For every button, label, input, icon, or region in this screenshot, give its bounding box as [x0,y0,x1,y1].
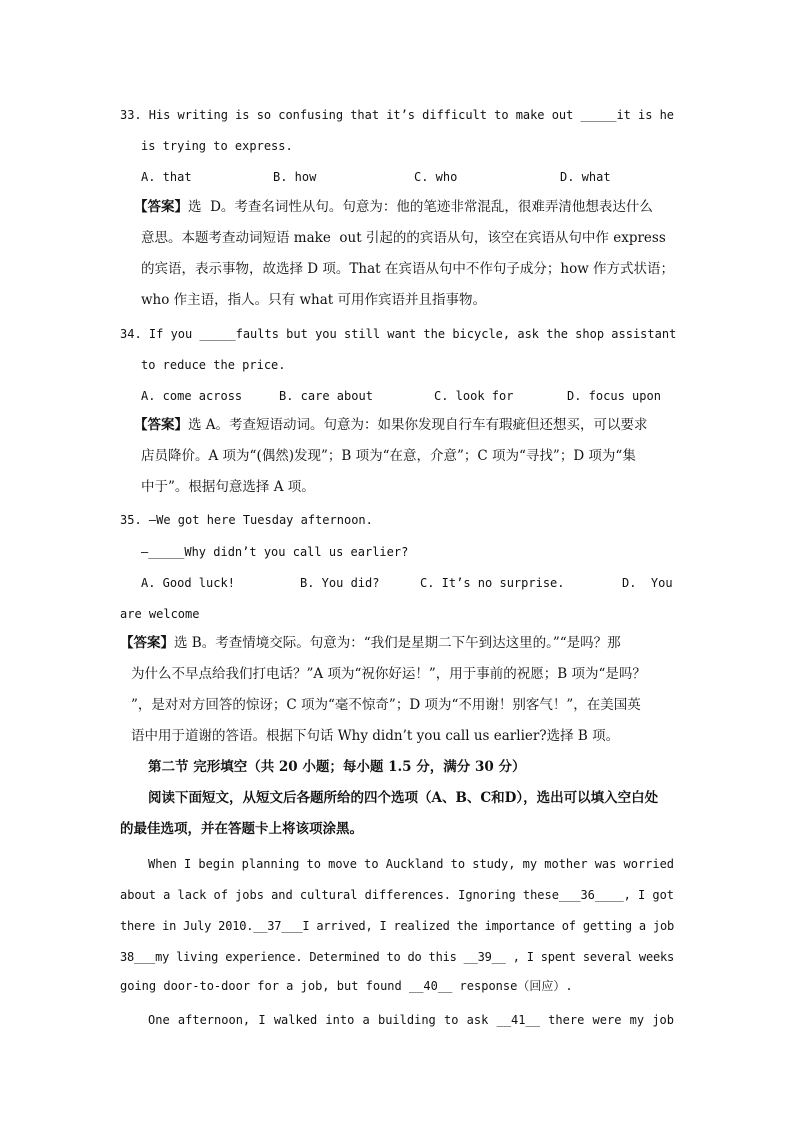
answer-label: 【答案】 [134,199,188,215]
q35-stem-line2: —_____Why didn’t you call us earlier? [141,545,409,559]
q35-option-c: C. It’s no surprise. [420,576,565,590]
q34-option-d: D. focus upon [567,389,661,403]
q34-option-a: A. come across [141,389,243,403]
passage-p2-line1: One afternoon, I walked into a building to ask __41__ there were my job [148,1013,674,1027]
q34-stem-line2: to reduce the price. [141,358,286,372]
q33-option-c: C. who [414,170,458,184]
q33-answer-line3: 的宾语，表示事物，故选择 D 项。That 在宾语从句中不作句子成分；how 作方式状语； [141,261,675,277]
q35-option-b: B. You did? [300,576,380,590]
answer-label: 【答案】 [134,417,188,433]
q33-option-b: B. how [273,170,317,184]
q33-answer-line4: who 作主语，指人。只有 what 可用作宾语并且指事物。 [141,292,486,308]
q35-option-d: D. You [622,576,673,590]
q34-option-c: C. look for [434,389,514,403]
q34-answer-line3: 中于”。根据句意选择 A 项。 [141,479,315,495]
q35-stem-line1: 35. —We got here Tuesday afternoon. [120,513,373,527]
section-instructions-line1: 阅读下面短文，从短文后各题所给的四个选项（A、B、C和D），选出可以填入空白处 [148,790,659,806]
q33-option-d: D. what [560,170,611,184]
q35-answer-line3: ”，是对对方回答的惊讶；C 项为“毫不惊奇”；D 项为“不用谢！别客气！”，在美国英 [131,697,641,713]
section-instructions-line2: 的最佳选项，并在答题卡上将该项涂黑。 [120,821,363,837]
q35-option-a: A. Good luck! [141,576,235,590]
passage-p1-line3: there in July 2010.__37___I arrived, I realized the importance of getting a job [120,919,674,933]
passage-p1-line2: about a lack of jobs and cultural differences. Ignoring these___36____, I got [120,888,674,902]
passage-p1-line4: 38___my living experience. Determined to do this __39__ , I spent several weeks [120,950,674,964]
q33-option-a: A. that [141,170,192,184]
q35-answer-line4: 语中用于道谢的答语。根据下句话 Why didn’t you call us earlier?选择 B 项。 [131,728,620,744]
q34-answer-line2: 店员降价。A 项为“(偶然)发现”；B 项为“在意，介意”；C 项为“寻找”；D 项为“集 [141,448,636,464]
q34-option-b: B. care about [279,389,373,403]
passage-p1-line5: going door-to-door for a job, but found __40__ response（回应）. [120,979,573,993]
q33-stem-line2: is trying to express. [141,139,293,153]
q33-stem-line1: 33. His writing is so confusing that it’s difficult to make out _____it is he [120,108,674,122]
q35-option-d-continued: are welcome [120,607,200,621]
answer-label: 【答案】 [120,635,174,651]
q35-answer-line1: 【答案】选 B。考查情境交际。句意为：“我们是星期二下午到达这里的。”“是吗？那 [120,635,621,651]
q34-answer-line1: 【答案】选 A。考查短语动词。句意为：如果你发现自行车有瑕疵但还想买，可以要求 [134,417,648,433]
q35-answer-line2: 为什么不早点给我们打电话？”A 项为“祝你好运！”，用于事前的祝愿；B 项为“是吗？ [131,666,646,682]
passage-p1-line1: When I begin planning to move to Auckland to study, my mother was worried [148,857,674,871]
q33-answer-line1: 【答案】选 D。考查名词性从句。句意为：他的笔迹非常混乱，很难弄清他想表达什么 [134,199,653,215]
q34-stem-line1: 34. If you _____faults but you still want the bicycle, ask the shop assistant [120,327,677,341]
section-title: 第二节 完形填空（共 20 小题；每小题 1.5 分，满分 30 分） [148,759,526,775]
q33-answer-line2: 意思。本题考查动词短语 make out 引起的的宾语从句，该空在宾语从句中作 express [141,230,666,246]
